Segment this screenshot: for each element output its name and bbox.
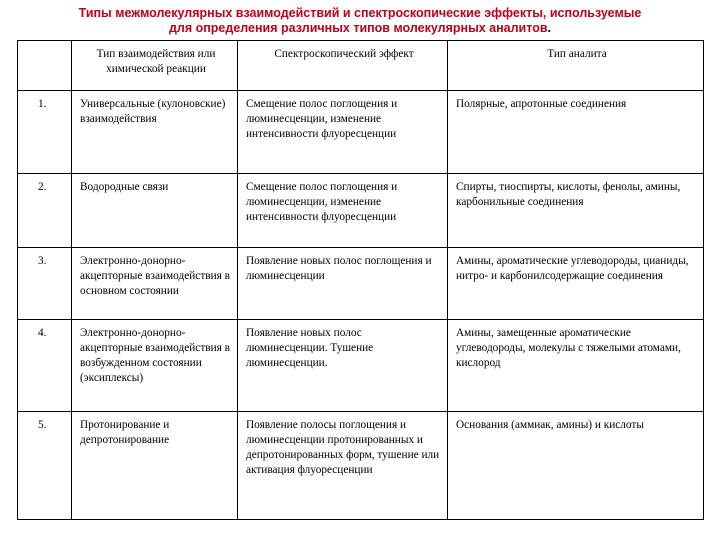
- interaction-cell: Протонирование и депротонирование: [72, 412, 238, 520]
- title-line-1-main: Типы межмолекулярных взаимодействий и спектроскопические эффекты,: [78, 6, 547, 20]
- effect-cell: Появление новых полос люминесценции. Тушение люминесценции.: [238, 320, 448, 412]
- table-row: [18, 91, 704, 174]
- effect-cell: Появление полосы поглощения и люминесценции протонированных и депротонированных форм, тушение или активация флуоресценции: [238, 412, 448, 520]
- row-number: 3.: [18, 248, 72, 320]
- analyte-cell: Амины, ароматические углеводороды, цианиды, нитро- и карбонилсодержащие соединения: [448, 248, 704, 320]
- page-title: [0, 6, 720, 36]
- analyte-cell: Амины, замещенные ароматические углеводороды, молекулы с тяжелыми атомами, кислород: [448, 320, 704, 412]
- title-line-1-end: используемые: [549, 6, 642, 20]
- header-spectroscopic-effect: Спектроскопический эффект: [238, 41, 448, 91]
- analyte-cell: Основания (аммиак, амины) и кислоты: [448, 412, 704, 520]
- table-row: [18, 320, 704, 412]
- effect-cell: Появление новых полос поглощения и люминесценции: [238, 248, 448, 320]
- interaction-cell: Электронно-донорно-акцепторные взаимодействия в возбужденном состоянии (эксиплексы): [72, 320, 238, 412]
- table-row: [18, 174, 704, 248]
- interaction-cell: Водородные связи: [72, 174, 238, 248]
- effect-cell: Смещение полос поглощения и люминесценции, изменение интенсивности флуоресценции: [238, 91, 448, 174]
- table-header-row: [18, 41, 704, 91]
- title-line-1: [0, 6, 720, 21]
- analyte-cell: Спирты, тиоспирты, кислоты, фенолы, амины, карбонильные соединения: [448, 174, 704, 248]
- row-number: 1.: [18, 91, 72, 174]
- header-number: [18, 41, 72, 91]
- row-number: 2.: [18, 174, 72, 248]
- title-line-2-end: .: [547, 21, 552, 35]
- title-line-2: [0, 21, 720, 36]
- analyte-cell: Полярные, апротонные соединения: [448, 91, 704, 174]
- header-analyte-type: Тип аналита: [448, 41, 704, 91]
- table-row: [18, 412, 704, 520]
- row-number: 4.: [18, 320, 72, 412]
- title-line-2-main: для определения различных типов молекулярных аналитов: [168, 21, 548, 35]
- interaction-cell: Электронно-донорно-акцепторные взаимодействия в основном состоянии: [72, 248, 238, 320]
- interaction-cell: Универсальные (кулоновские) взаимодействия: [72, 91, 238, 174]
- effect-cell: Смещение полос поглощения и люминесценции, изменение интенсивности флуоресценции: [238, 174, 448, 248]
- table-row: [18, 248, 704, 320]
- header-interaction-type: Тип взаимодействия или химической реакции: [72, 41, 238, 91]
- interactions-table: [17, 40, 704, 520]
- row-number: 5.: [18, 412, 72, 520]
